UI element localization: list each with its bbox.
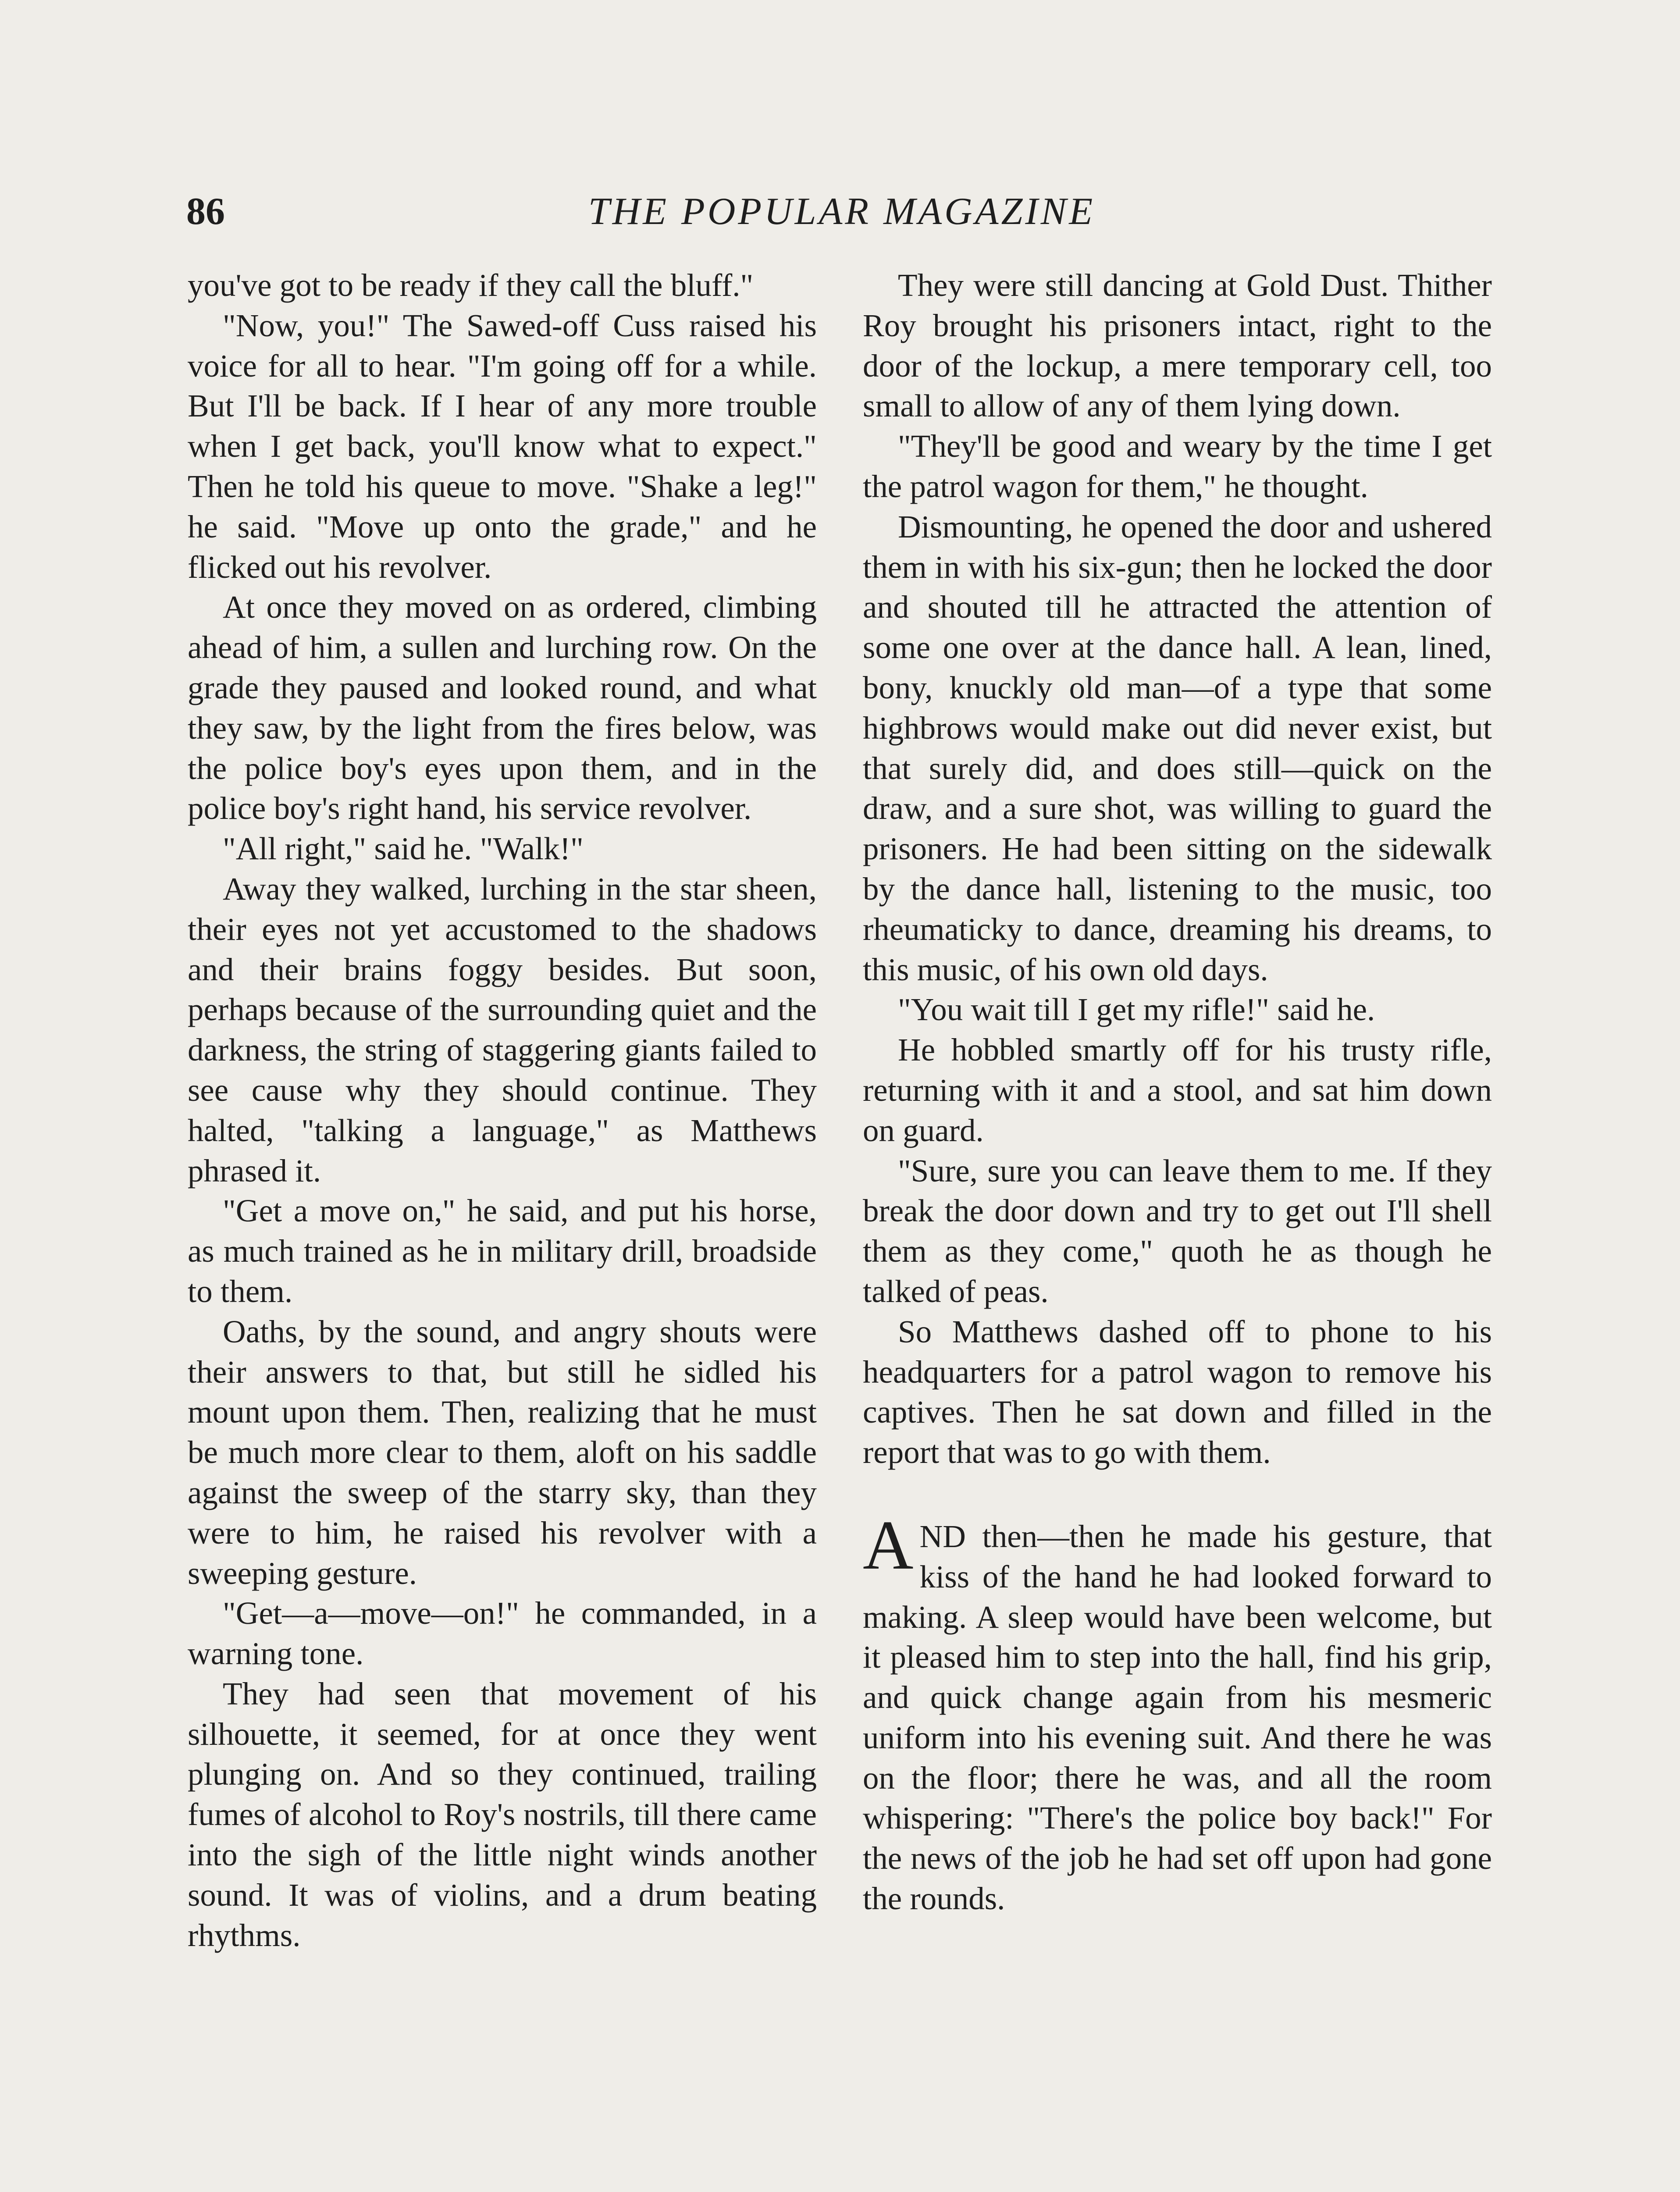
paragraph: "Get—a—move—on!" he commanded, in a warning tone.	[188, 1595, 817, 1672]
paragraph: They had seen that movement of his silhouette, it seemed, for at once they went plunging on. And so they continued, trailing fumes of alcohol to Roy's nostrils, till there came into the sigh of the little night winds another sound. It was of violins, and a drum beating rhythms.	[188, 1676, 817, 1953]
paragraph: Dismounting, he opened the door and ushered them in with his six-gun; then he locked the door and shouted till he attracted the attention of some one over at the dance hall. A lean, lined, bony, knuckly old man—of a type that some highbrows would make out did never exist, but that surely did, and does still—quick on the draw, and a sure shot, was willing to guard the prisoners. He had been sitting on the sidewalk by the dance hall, listening to the music, too rheumaticky to dance, dreaming his dreams, to this music, of his own old days.	[863, 509, 1492, 987]
paragraph: He hobbled smartly off for his trusty rifle, returning with it and a stool, and sat him down on guard.	[863, 1032, 1492, 1148]
left-column	[188, 265, 817, 1955]
paragraph: Oaths, by the sound, and angry shouts were their answers to that, but still he sidled his mount upon them. Then, realizing that he must be much more clear to them, aloft on his saddle against the sweep of the starry sky, than they were to him, he raised his revolver with a sweeping gesture.	[188, 1313, 817, 1591]
paragraph: So Matthews dashed off to phone to his headquarters for a patrol wagon to remove his captives. Then he sat down and filled in the report that was to go with them.	[863, 1313, 1492, 1470]
paragraph: "They'll be good and weary by the time I get the patrol wagon for them," he thought.	[863, 428, 1492, 504]
paragraph: They were still dancing at Gold Dust. Thither Roy brought his prisoners intact, right to the door of the lockup, a mere temporary cell, too small to allow of any of them lying down.	[863, 267, 1492, 424]
paragraph: "You wait till I get my rifle!" said he.	[898, 992, 1375, 1028]
drop-cap: A	[863, 1505, 914, 1584]
paragraph: you've got to be ready if they call the bluff."	[188, 267, 754, 303]
section-break-text: ND then—then he made his gesture, that kiss of the hand he had looked forward to making. A sleep would have been welcome, but it pleased him to step into the hall, find his grip, and quick change again from his mesmeric uniform into his evening suit. And there he was on the floor; there he was, and all the room whispering: "There's the police boy back!" For the news of the job he had set off upon had gone the rounds.	[863, 1518, 1492, 1917]
paragraph: "Get a move on," he said, and put his horse, as much trained as he in military drill, broadside to them.	[188, 1193, 817, 1309]
page-header	[186, 183, 1497, 240]
paragraph: "Now, you!" The Sawed-off Cuss raised his voice for all to hear. "I'm going off for a while. But I'll be back. If I hear of any more trouble when I get back, you'll know what to expect." Then he told his queue to move. "Shake a leg!" he said. "Move up onto the grade," and he flicked out his revolver.	[188, 307, 817, 585]
paragraph: Away they walked, lurching in the star sheen, their eyes not yet accustomed to the shadows and their brains foggy besides. But soon, perhaps because of the surrounding quiet and the darkness, the string of staggering giants failed to see cause why they should continue. They halted, "talking a language," as Matthews phrased it.	[188, 871, 817, 1189]
paragraph: At once they moved on as ordered, climbing ahead of him, a sullen and lurching row. On the grade they paused and looked round, and what they saw, by the light from the fires below, was the police boy's eyes upon them, and in the police boy's right hand, his service revolver.	[188, 589, 817, 826]
paragraph: "All right," said he. "Walk!"	[223, 831, 584, 867]
right-column	[863, 265, 1492, 1919]
running-head: THE POPULAR MAGAZINE	[588, 190, 1096, 233]
page-number: 86	[186, 190, 225, 233]
section-break-paragraph	[863, 1505, 1492, 1919]
paragraph: "Sure, sure you can leave them to me. If they break the door down and try to get out I'll shell them as they come," quoth he as though he talked of peas.	[863, 1153, 1492, 1309]
